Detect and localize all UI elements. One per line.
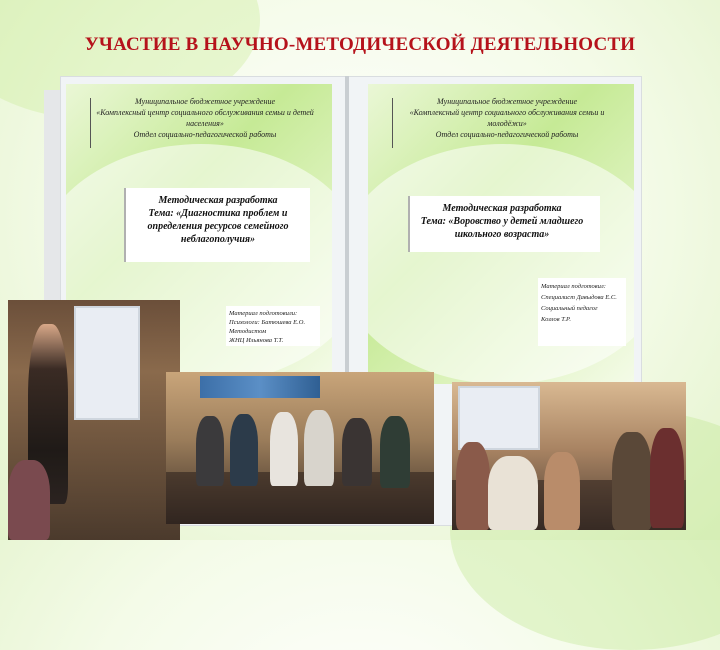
seated-person — [650, 428, 684, 528]
photo-audience — [166, 372, 434, 524]
seated-person — [342, 418, 372, 486]
projector-screen — [458, 386, 540, 450]
slide-title: УЧАСТИЕ В НАУЧНО-МЕТОДИЧЕСКОЙ ДЕЯТЕЛЬНОСТИ — [84, 34, 636, 55]
photo-seminar — [452, 382, 686, 530]
header-line: «Комплексный центр социального обслуживания семьи и детей — [96, 108, 314, 117]
seated-person — [612, 432, 652, 530]
header-line: Отдел социально-педагогической работы — [133, 130, 277, 139]
author-line: Материал подготовили: — [229, 310, 298, 317]
topic-box — [408, 196, 600, 252]
seated-person — [380, 416, 410, 488]
topic-box — [124, 188, 310, 262]
seated-person — [196, 416, 224, 486]
topic-line: определения ресурсов семейного — [147, 221, 289, 232]
seated-person — [270, 412, 298, 486]
header-line: «Комплексный центр социального обслуживания семьи и — [409, 108, 605, 117]
projector-screen — [74, 306, 140, 420]
document-topic — [416, 202, 588, 241]
author-line: ЖНЦ Ильянова Т.Т. — [229, 337, 284, 344]
header-line: Муниципальное бюджетное учреждение — [437, 97, 577, 106]
seated-person — [230, 414, 258, 486]
seated-person — [304, 410, 334, 486]
document-topic — [132, 194, 304, 246]
topic-line: неблагополучия» — [180, 234, 256, 245]
photo-presentation — [8, 300, 180, 540]
author-box — [538, 278, 626, 346]
seated-person — [456, 442, 490, 530]
topic-line: школьного возраста» — [454, 229, 550, 240]
seated-person — [488, 456, 538, 530]
seated-person — [544, 452, 580, 530]
audience-figure — [8, 460, 50, 540]
document-header — [394, 96, 620, 140]
author-line: Козлов Т.Р. — [541, 316, 571, 323]
wall-banner — [200, 376, 320, 398]
document-header — [92, 96, 318, 140]
topic-line: Тема: «Воровство у детей младшего — [420, 216, 584, 227]
author-line: Психологи: Батюшева Е.О. — [229, 319, 306, 326]
author-line: Специалист Давыдова Е.С. — [541, 294, 617, 301]
author-line: Материал подготовил: — [541, 283, 606, 290]
author-line: Социальный педагог — [541, 305, 598, 312]
author-line: Методистом — [229, 328, 267, 335]
header-line: Муниципальное бюджетное учреждение — [135, 97, 275, 106]
header-line: молодёжи» — [487, 119, 527, 128]
document-cover-2 — [368, 84, 634, 384]
cover-line — [392, 98, 393, 148]
header-line: населения» — [186, 119, 224, 128]
topic-line: Тема: «Диагностика проблем и — [148, 208, 288, 219]
header-line: Отдел социально-педагогической работы — [435, 130, 579, 139]
cover-line — [90, 98, 91, 148]
topic-line: Методическая разработка — [442, 203, 562, 214]
topic-line: Методическая разработка — [158, 195, 278, 206]
author-box — [226, 306, 320, 346]
cover-wave — [368, 144, 634, 384]
